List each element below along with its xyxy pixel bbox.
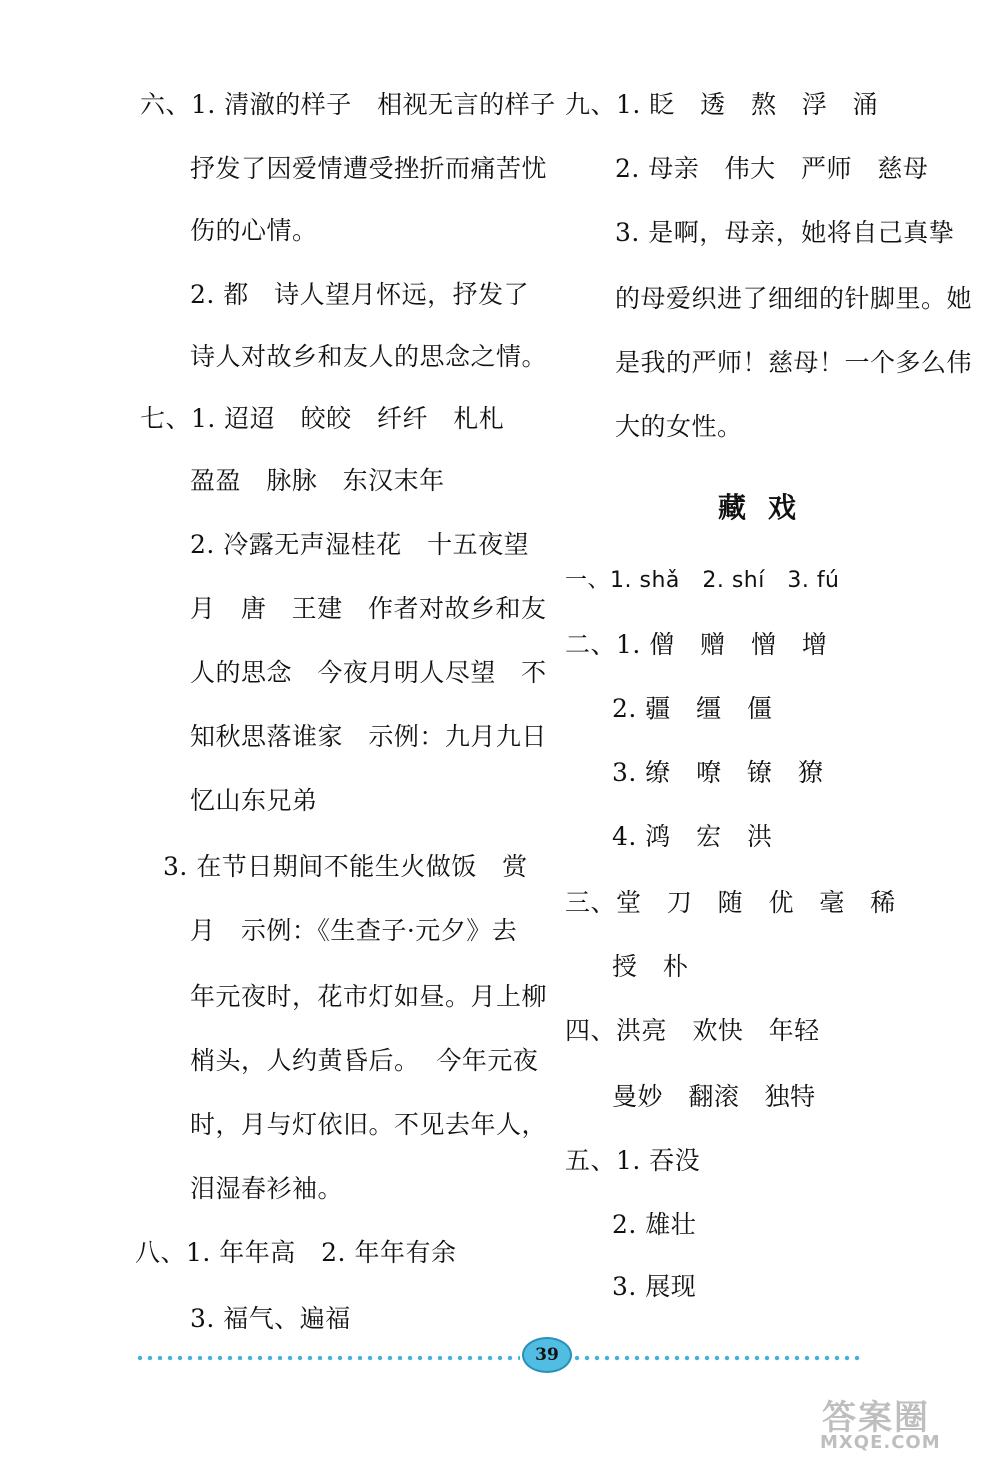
answer-line: 一、1. shǎ 2. shí 3. fú: [565, 568, 840, 593]
answer-line: 3. 在节日期间不能生火做饭 赏: [163, 852, 528, 881]
answer-line: 七、1. 迢迢 皎皎 纤纤 札札: [140, 404, 505, 433]
answer-line: 2. 母亲 伟大 严师 慈母: [615, 154, 929, 183]
section-title: 藏戏: [718, 491, 819, 524]
answer-line: 八、1. 年年高 2. 年年有余: [135, 1238, 457, 1267]
answer-line: 人的思念 今夜月明人尽望 不: [190, 658, 547, 687]
footer-dotted-rule-right: [572, 1350, 862, 1366]
answer-line: 3. 福气、遍福: [190, 1304, 351, 1333]
answer-line: 知秋思落谁家 示例：九月九日: [190, 722, 547, 751]
answer-line: 二、1. 僧 赠 憎 增: [565, 630, 828, 659]
answer-line: 月 示例：《生查子·元夕》去: [190, 916, 518, 945]
page-number-badge: [522, 1337, 572, 1373]
answer-line: 曼妙 翻滚 独特: [612, 1082, 816, 1111]
answer-line: 泪湿春衫袖。: [190, 1174, 344, 1203]
watermark-logo: [812, 1390, 990, 1456]
answer-line: 三、堂 刀 随 优 毫 稀: [565, 888, 896, 917]
answer-line: 授 朴: [612, 952, 689, 981]
answer-line: 3. 缭 嘹 镣 獠: [612, 758, 824, 787]
answer-line: 抒发了因爱情遭受挫折而痛苦忧: [190, 154, 548, 183]
answer-line: 四、洪亮 欢快 年轻: [565, 1016, 820, 1045]
answer-line: 忆山东兄弟: [190, 786, 318, 815]
watermark-title: 答案圈: [822, 1398, 930, 1438]
answer-line: 年元夜时，花市灯如昼。月上柳: [190, 982, 548, 1011]
answer-line: 的母爱织进了细细的针脚里。她: [615, 284, 973, 313]
answer-line: 2. 雄壮: [612, 1210, 697, 1239]
answer-line: 月 唐 王建 作者对故乡和友: [190, 594, 547, 623]
answer-line: 4. 鸿 宏 洪: [612, 822, 773, 851]
answer-line: 诗人对故乡和友人的思念之情。: [190, 342, 548, 371]
answer-line: 是我的严师！慈母！一个多么伟: [615, 348, 973, 377]
answer-line: 六、1. 清澈的样子 相视无言的样子: [140, 90, 556, 119]
answer-line: 盈盈 脉脉 东汉末年: [190, 466, 445, 495]
answer-line: 五、1. 吞没: [565, 1146, 701, 1175]
answer-line: 伤的心情。: [190, 216, 318, 245]
answer-line: 时，月与灯依旧。不见去年人，: [190, 1110, 548, 1139]
answer-line: 2. 冷露无声湿桂花 十五夜望: [190, 530, 530, 559]
page-number: 39: [535, 1345, 559, 1365]
answer-line: 2. 都 诗人望月怀远，抒发了: [190, 280, 530, 309]
answer-line: 九、1. 眨 透 熬 浮 涌: [565, 90, 879, 119]
answer-line: 梢头，人约黄昏后。 今年元夜: [190, 1046, 539, 1075]
answer-line: 3. 是啊，母亲，她将自己真挚: [615, 218, 955, 247]
answer-line: 3. 展现: [612, 1272, 697, 1301]
footer-dotted-rule-left: [135, 1350, 520, 1366]
watermark-url: MXQE.COM: [820, 1432, 941, 1453]
answer-line: 大的女性。: [615, 412, 743, 441]
answer-line: 2. 疆 缰 僵: [612, 694, 773, 723]
